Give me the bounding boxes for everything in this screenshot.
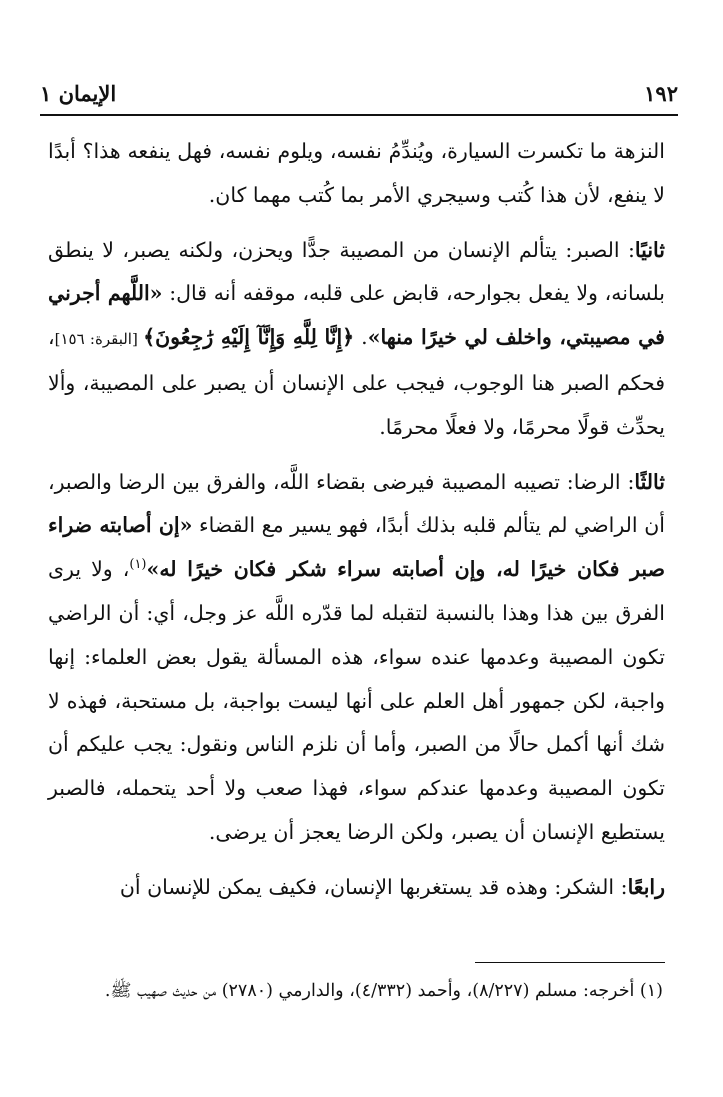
paragraph-3-text-1: : الرضا: تصيبه المصيبة فيرضى بقضاء اللَّه، والفرق بين الرضا والصبر، أن الراضي لم يتألم قلبه بذلك أبدًا، فهو يسير مع القضاء: [48, 469, 666, 538]
paragraph-2-text-3: ، فحكم الصبر هنا الوجوب، فيجب على الإنسان أن يصبر على المصيبة، وألا يحدِّث قولًا محرمًا، ولا فعلًا محرمًا.: [48, 325, 665, 439]
paragraph-4-text-1: : الشكر: وهذه قد يستغربها الإنسان، فكيف يمكن للإنسان أن: [119, 874, 628, 899]
verse-reference: [البقرة: ١٥٦]: [54, 330, 144, 349]
paragraph-2: [48, 229, 665, 450]
section-lead-second: ثانيًا: [634, 237, 665, 262]
quran-verse: ﴿إِنَّا لِلَّهِ وَإِنَّآ إِلَيْهِ رَٰجِعُونَ﴾: [143, 325, 355, 350]
footnote-divider: [475, 962, 665, 963]
paragraph-2-text-2: .: [354, 325, 368, 350]
footnote-block: [48, 974, 663, 1008]
paragraph-3: [48, 461, 665, 855]
page-number: ١٩٢: [644, 81, 678, 106]
paragraph-1: [48, 130, 665, 218]
book-title: الإيمان ١: [40, 81, 117, 106]
paragraph-3-text-2: ، ولا يرى الفرق بين هذا وهذا بالنسبة لتقبله لما قدّره اللَّه عز وجل، أي: أن الراضي تكون المصيبة وعدمها عنده سواء، هذه المسألة يقول بعض العلماء: إنها واجبة، لكن جمهور أهل العلم على أنها ليست بواجبة، بل مستحبة، فهذه لا شك أنها أكمل حالًا من الصبر، وأما أن نلزم الناس ونقول: يجب عليكم أن تكون المصيبة وعدمها عندكم سواء، فهذا صعب ولا أحد يتحمله، فالصبر يستطيع الإنسان أن يصبر، ولكن الرضا يعجز أن يرضى.: [48, 557, 665, 844]
header-divider: [40, 114, 678, 116]
section-lead-third: ثالثًا: [634, 469, 665, 494]
footnote-1: (١) أخرجه: مسلم (٨/٢٢٧)، وأحمد (٤/٣٣٢)، والدارمي (٢٧٨٠) من حديث صهيب ﷺ.: [104, 981, 663, 1001]
dua-quote: «اللَّهم أجرني في مصيبتي، واخلف لي خيرًا منها»: [48, 281, 665, 350]
paragraph-4: [48, 866, 665, 910]
main-text: [48, 130, 665, 921]
hadith-quote: «إن أصابته ضراء صبر فكان خيرًا له، وإن أصابته سراء شكر فكان خيرًا له»: [48, 513, 665, 582]
paragraph-1-text: النزهة ما تكسرت السيارة، ويُندِّمُ نفسه، ويلوم نفسه، فهل ينفعه هذا؟ أبدًا لا ينفع، لأن هذا كُتب وسيجري الأمر بما كُتب مهما كان.: [48, 139, 665, 207]
footnote-marker[interactable]: (١): [129, 557, 147, 573]
paragraph-2-text-1: : الصبر: يتألم الإنسان من المصيبة جدًّا ويحزن، ولكنه يصبر، لا ينطق بلسانه، ولا يفعل بجوارحه، قابض على قلبه، موقفه أنه قال:: [48, 237, 665, 306]
section-lead-fourth: رابعًا: [627, 874, 665, 899]
running-header: [40, 66, 678, 106]
